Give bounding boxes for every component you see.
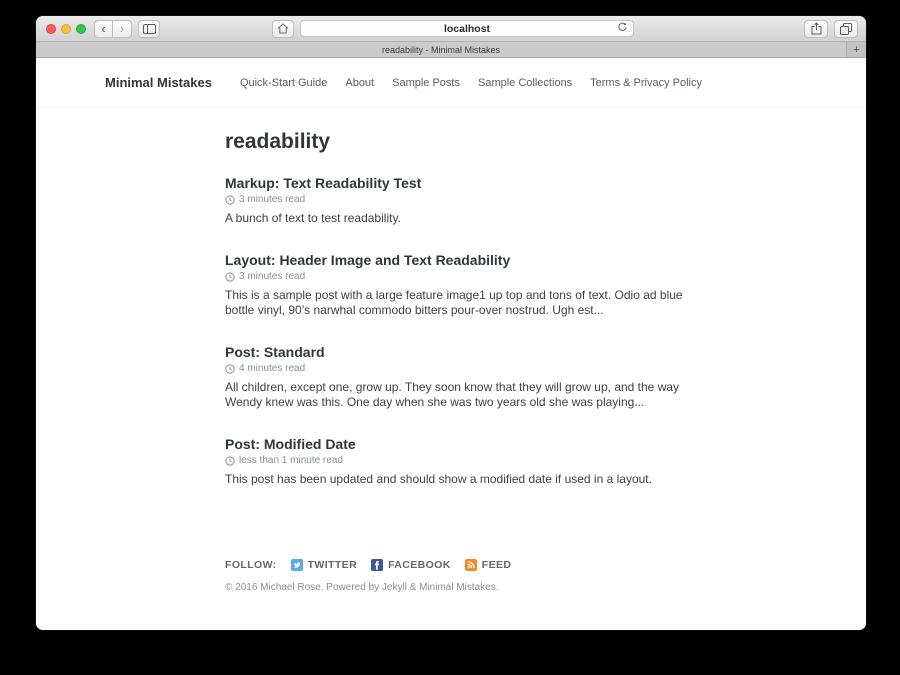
active-tab[interactable] [36, 42, 846, 57]
site-title-link[interactable]: Minimal Mistakes [105, 75, 212, 90]
post-meta [225, 455, 701, 466]
post-list-item [225, 252, 701, 318]
home-button[interactable] [272, 20, 294, 38]
post-title-link[interactable]: Post: Modified Date [225, 436, 356, 452]
home-icon [277, 23, 289, 34]
zoom-window-button[interactable] [76, 24, 86, 34]
reload-button[interactable] [617, 22, 628, 33]
page-viewport [36, 58, 866, 628]
post-excerpt: A bunch of text to test readability. [225, 211, 401, 225]
nav-item-sample-posts[interactable]: Sample Posts [392, 76, 460, 89]
read-time: less than 1 minute read [239, 455, 343, 466]
clock-icon [225, 364, 235, 374]
post-list-item [225, 436, 701, 487]
nav-item-quick-start-guide[interactable]: Quick-Start Guide [239, 76, 328, 89]
post-title-link[interactable]: Post: Standard [225, 344, 325, 360]
post-list-item [225, 344, 701, 410]
history-nav-group [94, 20, 132, 38]
post-excerpt: All children, except one, grow up. They soon know that they will grow up, and the way Wendy knew was this. One day when she was two years old she was playing... [225, 380, 680, 409]
traffic-lights [46, 24, 86, 34]
post-excerpt: This is a sample post with a large feature image1 up top and tons of text. Odio ad blue bottle vinyl, 90’s narwhal commodo bitters pour-over nostrud. Ugh est... [225, 288, 683, 317]
rss-icon [465, 559, 477, 571]
follow-row [225, 559, 701, 571]
clock-icon [225, 272, 235, 282]
clock-icon [225, 195, 235, 205]
share-icon [811, 22, 822, 35]
post-meta [225, 363, 701, 374]
post-excerpt: This post has been updated and should show a modified date if used in a layout. [225, 472, 652, 486]
page-footer [225, 559, 701, 628]
twitter-icon [291, 559, 303, 571]
post-list-item [225, 175, 701, 226]
feed-label: FEED [481, 559, 512, 571]
read-time: 3 minutes read [239, 271, 306, 282]
forward-button[interactable]: › [113, 20, 132, 38]
toolbar-right-buttons [804, 20, 858, 38]
masthead-nav [240, 77, 702, 89]
minimize-window-button[interactable] [61, 24, 71, 34]
sidebar-icon [143, 24, 156, 34]
post-meta [225, 271, 701, 282]
address-bar[interactable] [300, 20, 634, 37]
read-time: 3 minutes read [239, 194, 306, 205]
tab-overview-button[interactable] [834, 20, 858, 38]
follow-label: FOLLOW: [225, 559, 277, 571]
masthead [36, 58, 866, 108]
address-bar-url: localhost [443, 22, 491, 35]
feed-link[interactable] [465, 559, 512, 571]
facebook-icon [371, 559, 383, 571]
nav-item-sample-collections[interactable]: Sample Collections [477, 76, 573, 89]
tab-title: readability - Minimal Mistakes [381, 44, 501, 55]
safari-window [36, 16, 866, 630]
tabs-icon [840, 23, 852, 35]
nav-item-about[interactable]: About [345, 76, 375, 89]
browser-toolbar [36, 16, 866, 42]
new-tab-button[interactable]: + [846, 42, 866, 57]
post-title-link[interactable]: Layout: Header Image and Text Readability [225, 252, 511, 268]
close-window-button[interactable] [46, 24, 56, 34]
facebook-link[interactable] [371, 559, 451, 571]
read-time: 4 minutes read [239, 363, 306, 374]
copyright-text: © 2016 Michael Rose. Powered by Jekyll & Minimal Mistakes. [225, 582, 499, 593]
clock-icon [225, 456, 235, 466]
nav-item-terms-privacy-policy[interactable]: Terms & Privacy Policy [590, 76, 702, 89]
post-meta [225, 194, 701, 205]
share-button[interactable] [804, 20, 828, 38]
page-title: readability [225, 130, 331, 153]
tab-bar [36, 42, 866, 58]
post-title-link[interactable]: Markup: Text Readability Test [225, 175, 422, 191]
back-button[interactable]: ‹ [94, 20, 113, 38]
facebook-label: FACEBOOK [388, 559, 451, 571]
twitter-label: TWITTER [307, 559, 358, 571]
sidebar-toggle-button[interactable] [138, 20, 160, 38]
archive-main [36, 108, 866, 628]
twitter-link[interactable] [291, 559, 357, 571]
